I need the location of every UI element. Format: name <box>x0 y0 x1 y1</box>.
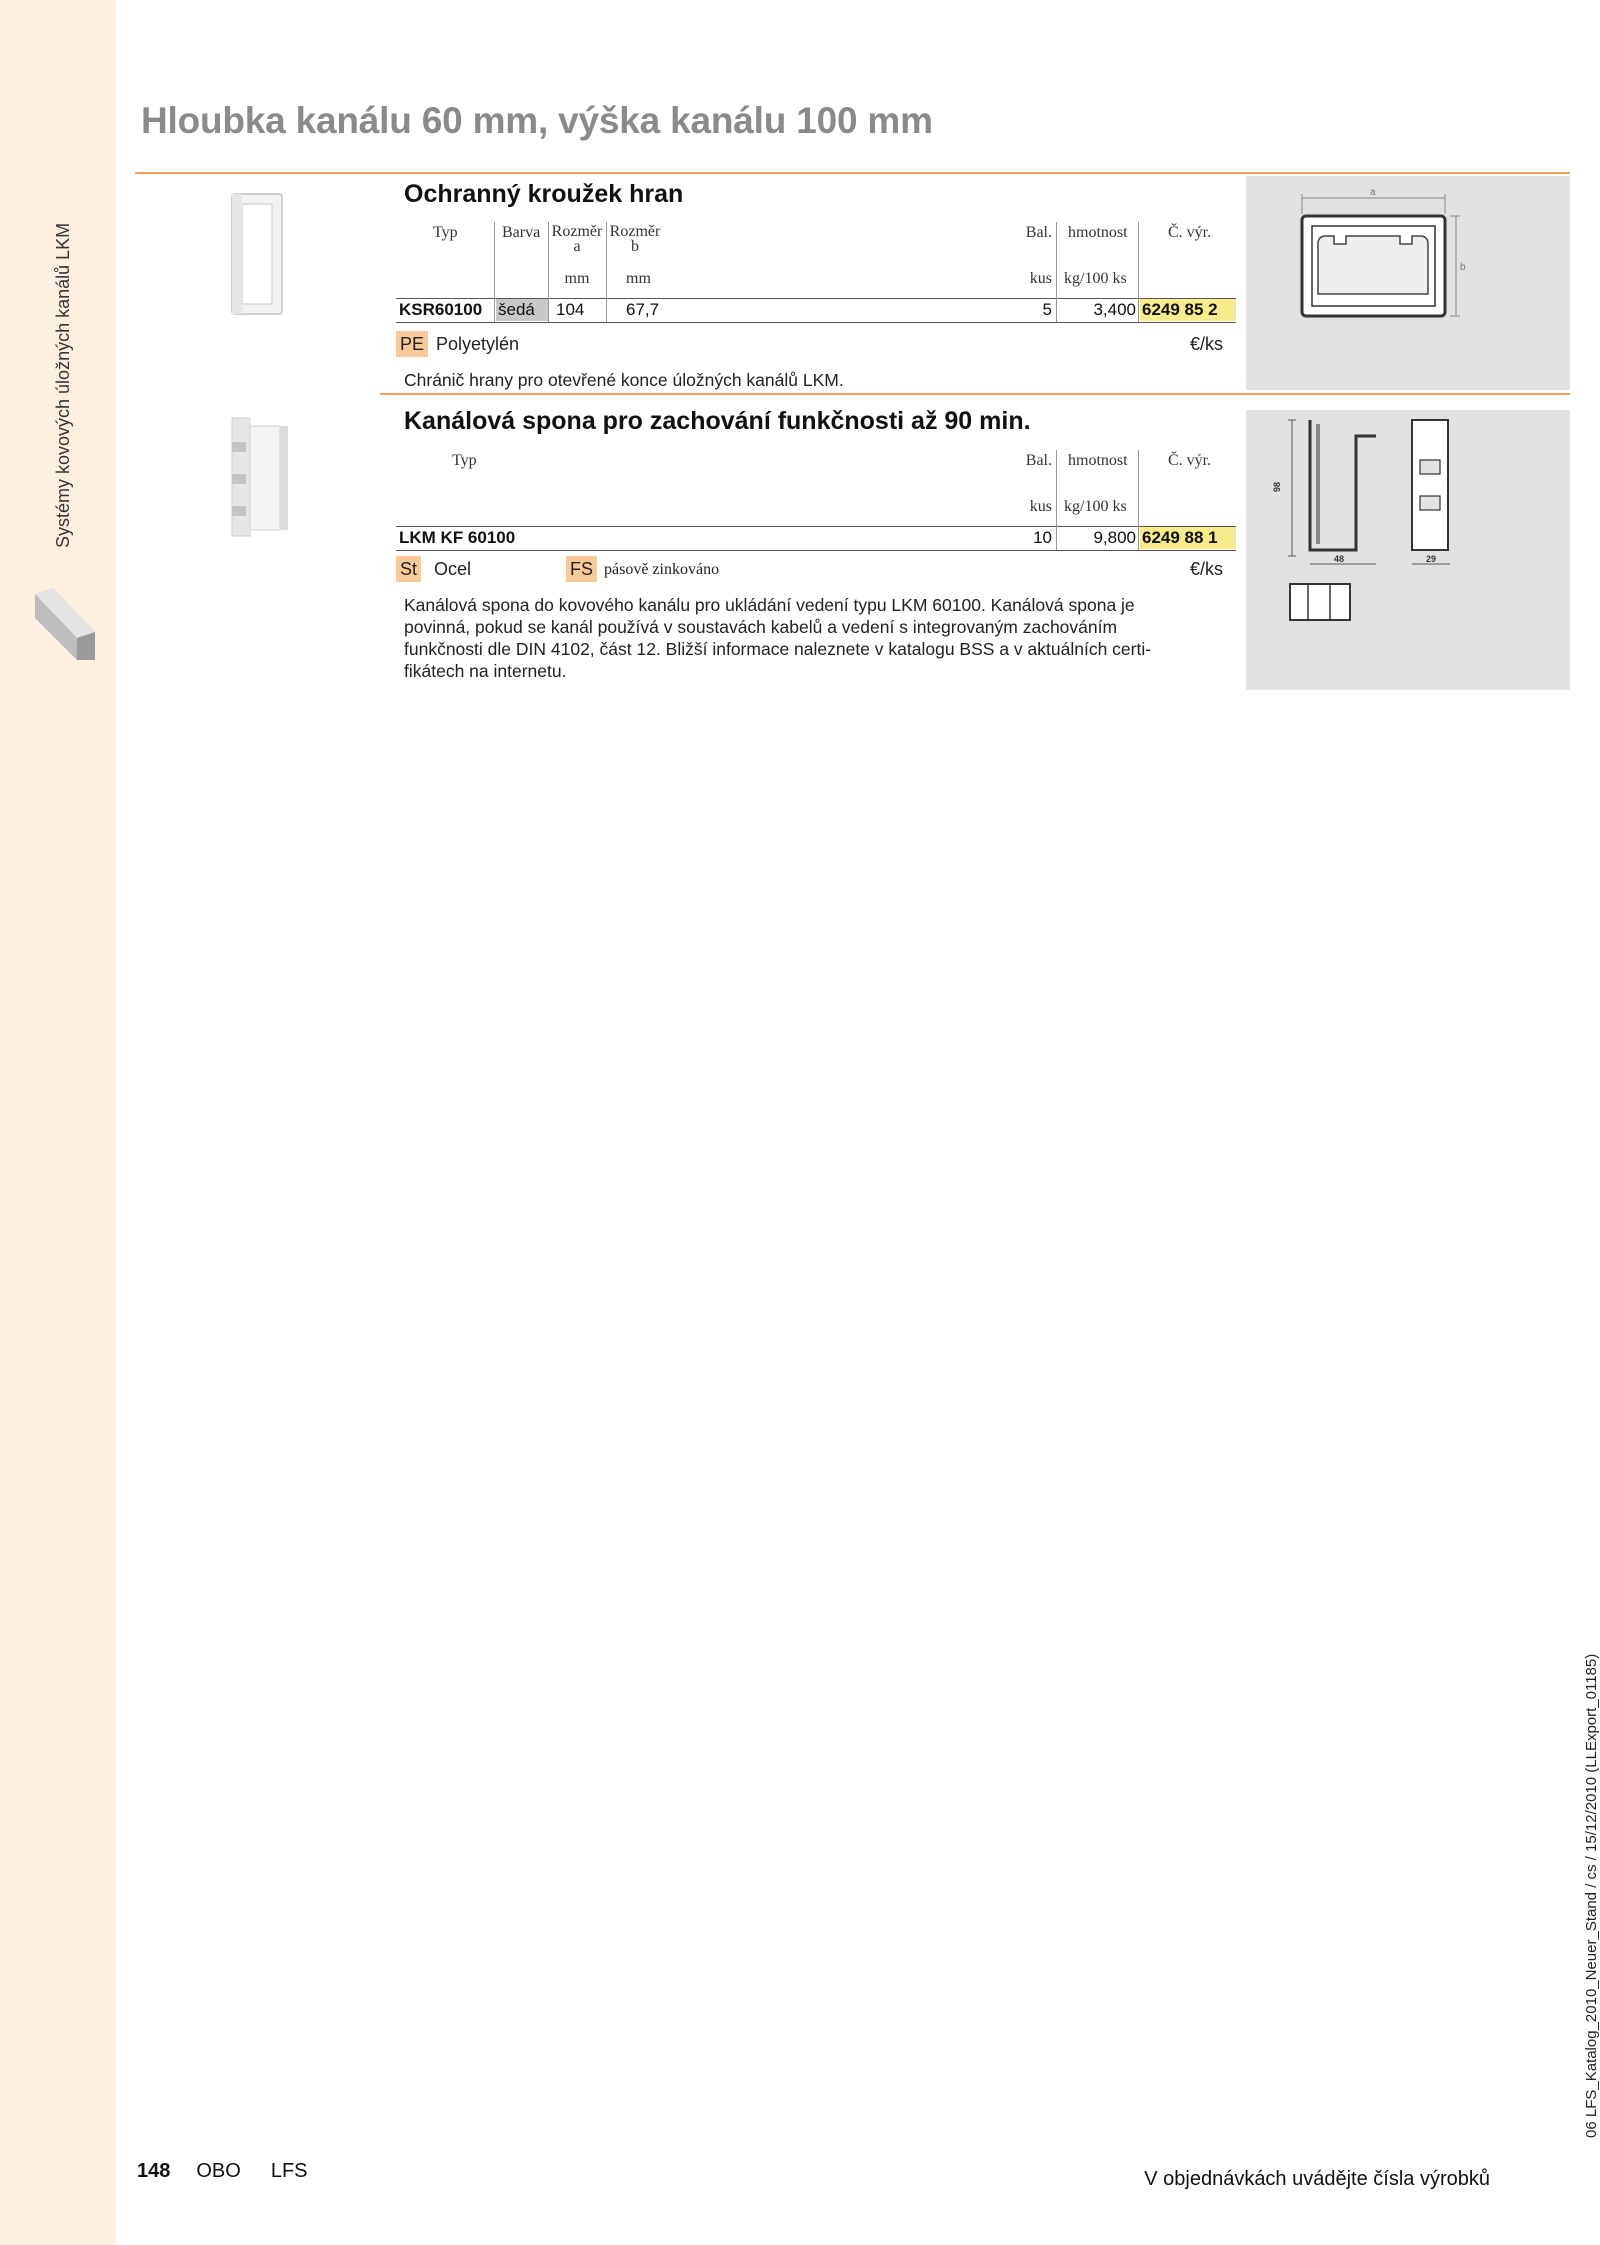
material-label: Polyetylén <box>436 334 520 354</box>
col-header-typ: Typ <box>433 224 458 241</box>
section-divider <box>135 172 1570 174</box>
footer-note: V objednávkách uvádějte čísla výrobků <box>1144 2168 1490 2190</box>
row-bottom-line <box>396 322 1236 323</box>
col-header-rozmer-b <box>608 224 662 254</box>
unit-hmotnost: kg/100 ks <box>1064 498 1127 515</box>
col-header-cvyr: Č. výr. <box>1168 452 1212 469</box>
col-divider <box>1138 222 1139 298</box>
material-badge: PE <box>396 331 428 357</box>
material-label: Ocel <box>434 559 472 579</box>
col-header-barva: Barva <box>502 224 541 241</box>
section-title: Kanálová spona pro zachování funkčnosti až 90 min. <box>404 407 1031 435</box>
unit-a: mm <box>564 270 590 287</box>
product-article-number[interactable]: 6249 88 1 <box>1140 527 1236 549</box>
product-dim-a: 104 <box>556 300 585 319</box>
edge-ring-dimension-drawing <box>1290 184 1470 334</box>
col-header-hmotnost: hmotnost <box>1068 452 1128 469</box>
col-header-typ: Typ <box>452 452 477 469</box>
col-divider <box>1056 450 1057 526</box>
col-divider <box>606 298 607 322</box>
channel-clip-dimension-drawing <box>1268 416 1478 656</box>
col-header-cvyr: Č. výr. <box>1168 224 1212 241</box>
col-header-rozmer-a-line2: a <box>573 238 581 255</box>
dim-label-depth: 29 <box>1426 554 1437 564</box>
col-header-hmotnost: hmotnost <box>1068 224 1128 241</box>
col-header-rozmer-b-line1: Rozměr <box>609 223 661 240</box>
product-color: šedá <box>496 299 548 321</box>
finish-label: pásově zinkováno <box>604 561 720 578</box>
col-header-rozmer-b-line2: b <box>631 238 639 255</box>
finish-badge: FS <box>566 556 597 582</box>
brand-label: OBO <box>196 2160 241 2182</box>
product-article-number[interactable]: 6249 85 2 <box>1140 299 1236 321</box>
col-divider <box>1138 450 1139 526</box>
row-bottom-line <box>396 550 1236 551</box>
unit-b: mm <box>626 270 651 287</box>
col-divider <box>1056 222 1057 298</box>
product-dim-b: 67,7 <box>626 300 660 319</box>
col-divider <box>494 298 495 322</box>
col-divider <box>1056 298 1057 322</box>
edge-protection-ring-photo <box>228 190 290 320</box>
material-badge: St <box>396 556 421 582</box>
footer-left <box>137 2160 338 2183</box>
sidebar-label: Systémy kovových úložných kanálů LKM <box>53 222 73 548</box>
page-number: 148 <box>137 2160 171 2182</box>
unit-bal: kus <box>1029 498 1052 515</box>
col-divider <box>1056 526 1057 550</box>
description-line: Kanálová spona do kovového kanálu pro ukládání vedení typu LKM 60100. Kanálová spona je <box>404 595 1135 615</box>
description-line: fikátech na internetu. <box>404 661 567 681</box>
product-pack: 10 <box>1033 528 1052 547</box>
section-divider <box>380 393 1570 395</box>
product-weight: 9,800 <box>1093 528 1136 547</box>
channel-clip-photo <box>224 412 294 542</box>
col-divider <box>548 298 549 322</box>
unit-bal: kus <box>1029 270 1052 287</box>
dim-label-height: 98 <box>1272 481 1282 492</box>
cable-duct-icon <box>33 588 95 660</box>
unit-hmotnost: kg/100 ks <box>1064 270 1127 287</box>
product-description <box>404 594 1151 682</box>
col-divider <box>1138 298 1139 322</box>
product-description: Chránič hrany pro otevřené konce úložných kanálů LKM. <box>404 370 844 390</box>
description-line: funkčnosti dle DIN 4102, část 12. Bližší informace naleznete v katalogu BSS a v aktuálních certi- <box>404 639 1152 659</box>
product-type: KSR60100 <box>399 300 483 319</box>
col-header-bal: Bal. <box>1025 452 1052 469</box>
page-title: Hloubka kanálu 60 mm, výška kanálu 100 mm <box>141 100 933 141</box>
dim-label-width: 48 <box>1334 554 1345 564</box>
product-pack: 5 <box>1042 300 1052 319</box>
description-line: povinná, pokud se kanál používá v soustavách kabelů a vedení s integrovaným zachováním <box>404 617 1118 637</box>
product-weight: 3,400 <box>1093 300 1136 319</box>
dim-label-a: a <box>1370 187 1376 198</box>
col-divider <box>494 222 495 298</box>
dim-label-b: b <box>1460 262 1466 273</box>
col-header-rozmer-a-line1: Rozměr <box>551 223 603 240</box>
catalog-reference: 06 LFS_Katalog_2010_Neuer_Stand / cs / 15/12/2010 (LLExport_01185) <box>1583 1653 1600 2138</box>
col-divider <box>606 222 607 298</box>
col-header-rozmer-a <box>550 224 604 254</box>
col-divider <box>548 222 549 298</box>
product-type: LKM KF 60100 <box>399 528 516 547</box>
price-unit: €/ks <box>1190 559 1224 579</box>
section-label: LFS <box>270 2160 308 2182</box>
section-title: Ochranný kroužek hran <box>404 180 684 208</box>
col-header-bal: Bal. <box>1025 224 1052 241</box>
col-divider <box>1138 526 1139 550</box>
price-unit: €/ks <box>1190 334 1224 354</box>
